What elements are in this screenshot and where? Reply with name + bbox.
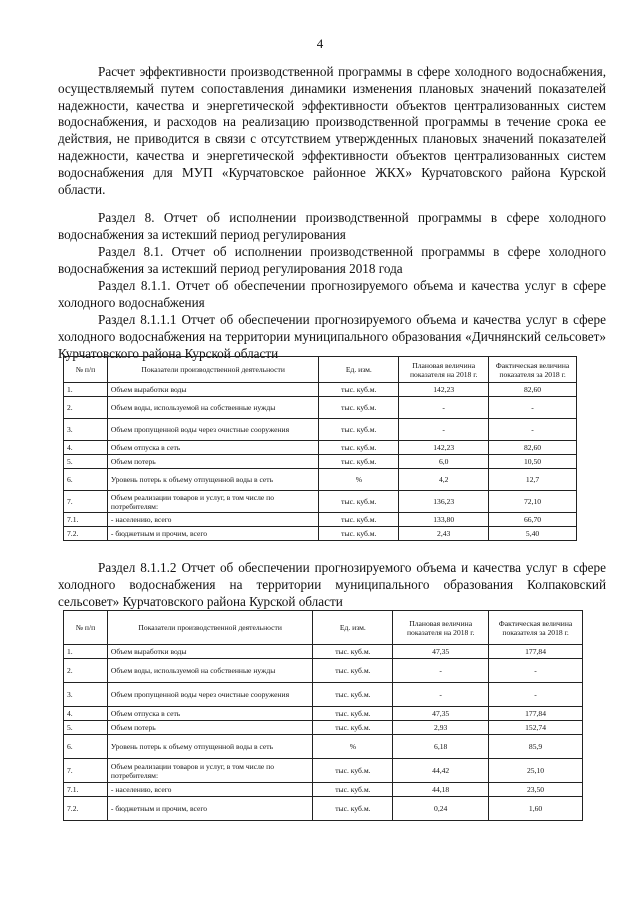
actual-value-cell: 82,60 xyxy=(489,383,577,397)
report-table-kolpakovsky xyxy=(63,610,583,821)
row-number-cell: 4. xyxy=(64,441,108,455)
header-cell: № п/п xyxy=(64,611,108,645)
table-row xyxy=(64,707,583,721)
header-cell: Показатели производственной деятельности xyxy=(107,611,313,645)
actual-value-cell: 177,84 xyxy=(489,707,583,721)
section-8-1-1-2-heading: Раздел 8.1.1.2 Отчет об обеспечении прогнозируемого объема и качества услуг в сфере холодного водоснабжения на территории муниципального образования Колпаковский сельсовет» Курчатовского района Курской области xyxy=(58,560,606,609)
plan-value-cell: 47,35 xyxy=(393,707,489,721)
unit-cell: тыс. куб.м. xyxy=(313,683,393,707)
plan-value-cell: 136,23 xyxy=(399,491,489,513)
header-cell: Плановая величина показателя на 2018 г. xyxy=(393,611,489,645)
plan-value-cell: - xyxy=(393,683,489,707)
section-8-heading: Раздел 8. Отчет об исполнении производственной программы в сфере холодного водоснабжения за истекший период регулирования xyxy=(58,210,606,242)
header-cell: Ед. изм. xyxy=(319,357,399,383)
indicator-cell: - бюджетным и прочим, всего xyxy=(107,797,313,821)
header-cell: Плановая величина показателя на 2018 г. xyxy=(399,357,489,383)
actual-value-cell: 10,50 xyxy=(489,455,577,469)
table-row xyxy=(64,397,577,419)
indicator-cell: Объем отпуска в сеть xyxy=(107,441,319,455)
indicator-cell: Объем потерь xyxy=(107,721,313,735)
header-cell: Фактическая величина показателя за 2018 г. xyxy=(489,357,577,383)
row-number-cell: 2. xyxy=(64,397,108,419)
row-number-cell: 5. xyxy=(64,721,108,735)
indicator-cell: - бюджетным и прочим, всего xyxy=(107,527,319,541)
row-number-cell: 3. xyxy=(64,419,108,441)
indicator-cell: Объем воды, используемой на собственные нужды xyxy=(107,659,313,683)
unit-cell: тыс. куб.м. xyxy=(313,721,393,735)
unit-cell: тыс. куб.м. xyxy=(319,527,399,541)
table-row xyxy=(64,683,583,707)
actual-value-cell: 5,40 xyxy=(489,527,577,541)
unit-cell: тыс. куб.м. xyxy=(313,797,393,821)
indicator-cell: - населению, всего xyxy=(107,783,313,797)
plan-value-cell: 44,42 xyxy=(393,759,489,783)
row-number-cell: 7. xyxy=(64,759,108,783)
table-row xyxy=(64,721,583,735)
unit-cell: тыс. куб.м. xyxy=(313,707,393,721)
indicator-cell: Объем пропущенной воды через очистные сооружения xyxy=(107,419,319,441)
plan-value-cell: 2,43 xyxy=(399,527,489,541)
unit-cell: тыс. куб.м. xyxy=(319,513,399,527)
unit-cell: тыс. куб.м. xyxy=(319,397,399,419)
unit-cell: тыс. куб.м. xyxy=(313,659,393,683)
actual-value-cell: 12,7 xyxy=(489,469,577,491)
indicator-cell: Объем реализации товаров и услуг, в том числе по потребителям: xyxy=(107,491,319,513)
indicator-cell: Объем реализации товаров и услуг, в том числе по потребителям: xyxy=(107,759,313,783)
actual-value-cell: 177,84 xyxy=(489,645,583,659)
plan-value-cell: 47,35 xyxy=(393,645,489,659)
unit-cell: тыс. куб.м. xyxy=(313,645,393,659)
plan-value-cell: 6,0 xyxy=(399,455,489,469)
row-number-cell: 2. xyxy=(64,659,108,683)
section-8-1-1-heading: Раздел 8.1.1. Отчет об обеспечении прогнозируемого объема и качества услуг в сфере холодного водоснабжения xyxy=(58,278,606,310)
indicator-cell: - населению, всего xyxy=(107,513,319,527)
row-number-cell: 3. xyxy=(64,683,108,707)
unit-cell: % xyxy=(313,735,393,759)
plan-value-cell: - xyxy=(393,659,489,683)
table-row xyxy=(64,469,577,491)
indicator-cell: Объем выработки воды xyxy=(107,645,313,659)
row-number-cell: 7.1. xyxy=(64,513,108,527)
indicator-cell: Объем потерь xyxy=(107,455,319,469)
table-header-row xyxy=(64,357,577,383)
row-number-cell: 7.2. xyxy=(64,797,108,821)
actual-value-cell: 152,74 xyxy=(489,721,583,735)
actual-value-cell: - xyxy=(489,683,583,707)
unit-cell: % xyxy=(319,469,399,491)
unit-cell: тыс. куб.м. xyxy=(319,491,399,513)
unit-cell: тыс. куб.м. xyxy=(319,383,399,397)
unit-cell: тыс. куб.м. xyxy=(319,455,399,469)
indicator-cell: Уровень потерь к объему отпущенной воды в сеть xyxy=(107,735,313,759)
unit-cell: тыс. куб.м. xyxy=(319,441,399,455)
row-number-cell: 5. xyxy=(64,455,108,469)
row-number-cell: 7. xyxy=(64,491,108,513)
actual-value-cell: 82,60 xyxy=(489,441,577,455)
unit-cell: тыс. куб.м. xyxy=(313,783,393,797)
table-header-row xyxy=(64,611,583,645)
table-row xyxy=(64,491,577,513)
plan-value-cell: 4,2 xyxy=(399,469,489,491)
plan-value-cell: 6,18 xyxy=(393,735,489,759)
table-row xyxy=(64,645,583,659)
header-cell: № п/п xyxy=(64,357,108,383)
table-row xyxy=(64,419,577,441)
unit-cell: тыс. куб.м. xyxy=(319,419,399,441)
table-row xyxy=(64,441,577,455)
row-number-cell: 6. xyxy=(64,735,108,759)
indicator-cell: Объем воды, используемой на собственные нужды xyxy=(107,397,319,419)
plan-value-cell: 44,18 xyxy=(393,783,489,797)
row-number-cell: 4. xyxy=(64,707,108,721)
table-row xyxy=(64,659,583,683)
table-row xyxy=(64,455,577,469)
report-table-dichnyansky xyxy=(63,356,577,541)
section-8-1-heading: Раздел 8.1. Отчет об исполнении производственной программы в сфере холодного водоснабжения за истекший период регулирования 2018 года xyxy=(58,244,606,276)
plan-value-cell: - xyxy=(399,419,489,441)
actual-value-cell: - xyxy=(489,397,577,419)
plan-value-cell: - xyxy=(399,397,489,419)
table-row xyxy=(64,797,583,821)
table-row xyxy=(64,783,583,797)
plan-value-cell: 142,23 xyxy=(399,441,489,455)
indicator-cell: Объем отпуска в сеть xyxy=(107,707,313,721)
plan-value-cell: 133,80 xyxy=(399,513,489,527)
row-number-cell: 7.1. xyxy=(64,783,108,797)
plan-value-cell: 0,24 xyxy=(393,797,489,821)
actual-value-cell: 66,70 xyxy=(489,513,577,527)
table-row xyxy=(64,735,583,759)
actual-value-cell: 72,10 xyxy=(489,491,577,513)
plan-value-cell: 142,23 xyxy=(399,383,489,397)
page-number: 4 xyxy=(316,36,324,51)
table-row xyxy=(64,527,577,541)
unit-cell: тыс. куб.м. xyxy=(313,759,393,783)
plan-value-cell: 2,93 xyxy=(393,721,489,735)
indicator-cell: Объем выработки воды xyxy=(107,383,319,397)
actual-value-cell: 85,9 xyxy=(489,735,583,759)
section-8-1-1-1-heading: Раздел 8.1.1.1 Отчет об обеспечении прогнозируемого объема и качества услуг в сфере холодного водоснабжения на территории муниципального образования «Дичнянский сельсовет» Курчатовского района Курской области xyxy=(58,312,606,361)
header-cell: Показатели производственной деятельности xyxy=(107,357,319,383)
actual-value-cell: - xyxy=(489,419,577,441)
header-cell: Ед. изм. xyxy=(313,611,393,645)
actual-value-cell: 1,60 xyxy=(489,797,583,821)
row-number-cell: 7.2. xyxy=(64,527,108,541)
table-row xyxy=(64,513,577,527)
actual-value-cell: 23,50 xyxy=(489,783,583,797)
actual-value-cell: - xyxy=(489,659,583,683)
intro-paragraph: Расчет эффективности производственной программы в сфере холодного водоснабжения, осуществляемый путем сопоставления динамики изменения плановых значений показателей надежности, качества и энергетической эффективности объектов централизованных систем водоснабжения, и расходов на реализацию производственной программы в течение срока ее действия, не приводится в связи с отсутствием утвержденных плановых значений показателей надежности, качества и энергетической эффективности объектов централизованных систем водоснабжения для МУП «Курчатовское районное ЖКХ» Курчатовского района Курской области. xyxy=(58,64,606,197)
row-number-cell: 1. xyxy=(64,645,108,659)
header-cell: Фактическая величина показателя за 2018 г. xyxy=(489,611,583,645)
indicator-cell: Уровень потерь к объему отпущенной воды в сеть xyxy=(107,469,319,491)
row-number-cell: 1. xyxy=(64,383,108,397)
indicator-cell: Объем пропущенной воды через очистные сооружения xyxy=(107,683,313,707)
table-row xyxy=(64,759,583,783)
row-number-cell: 6. xyxy=(64,469,108,491)
table-row xyxy=(64,383,577,397)
actual-value-cell: 25,10 xyxy=(489,759,583,783)
